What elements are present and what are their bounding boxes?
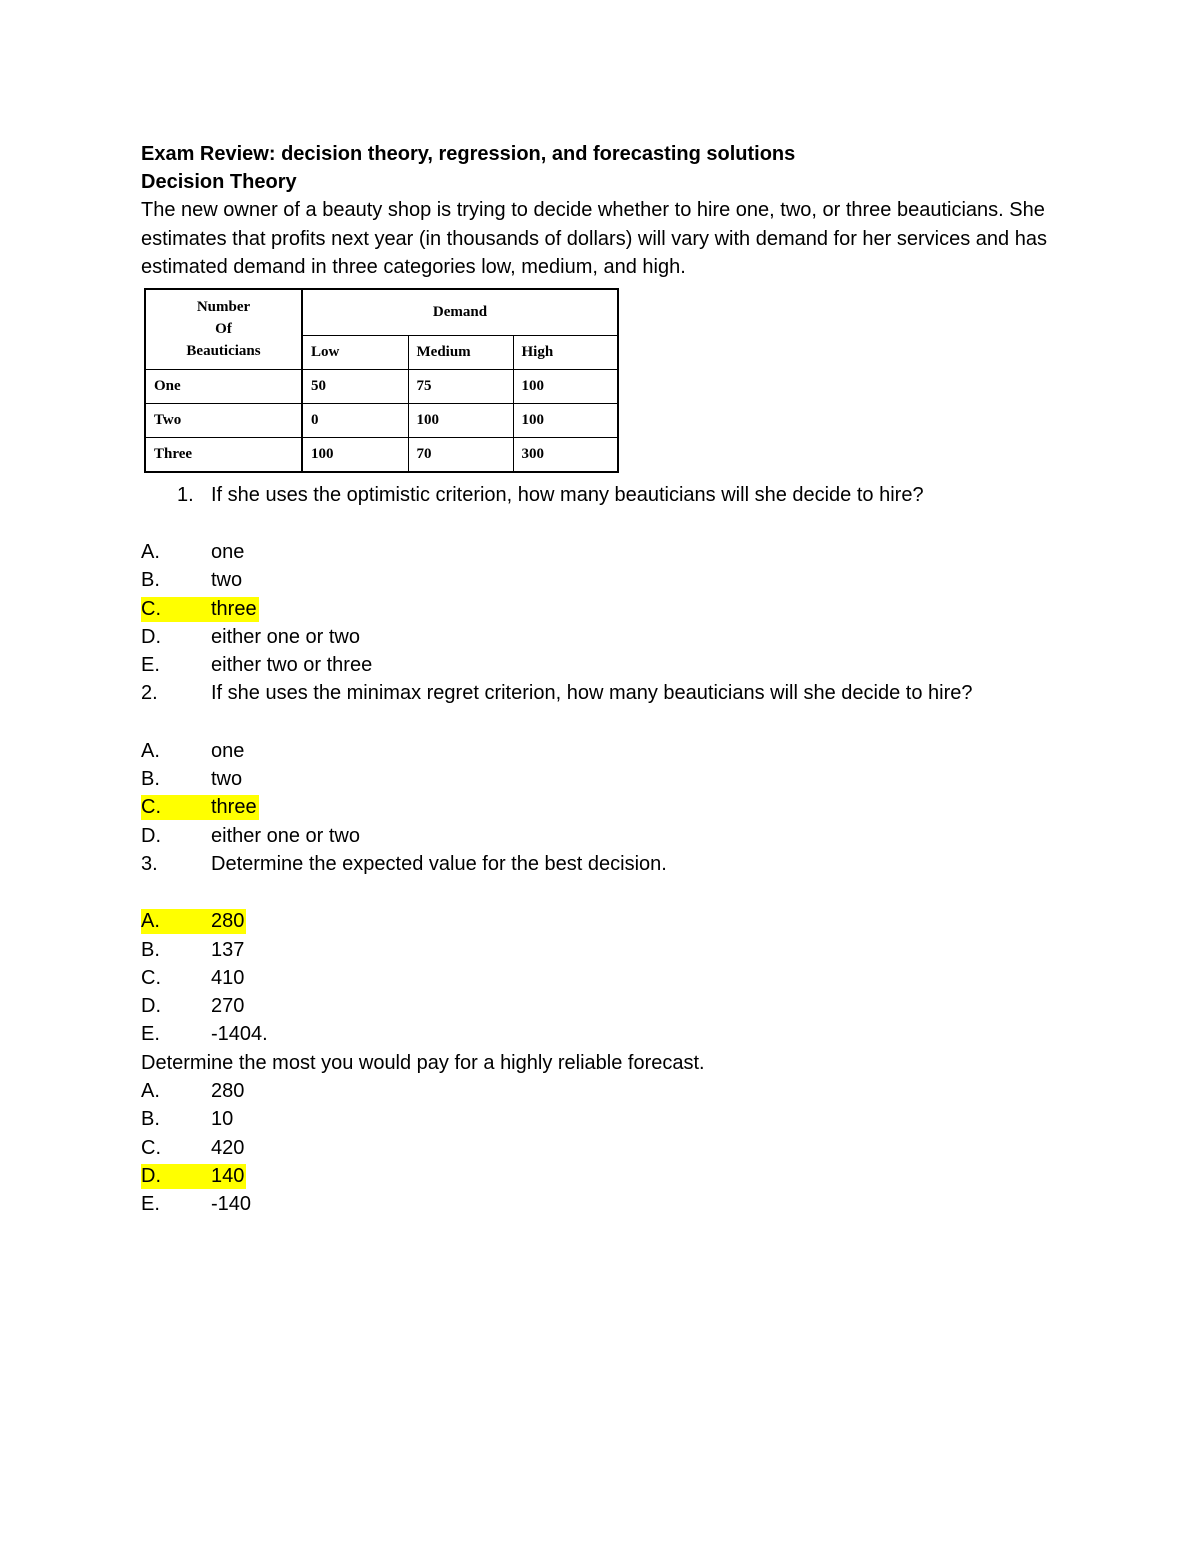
question-1-options bbox=[141, 538, 1081, 679]
answer-option bbox=[141, 737, 1081, 765]
demand-header: Demand bbox=[302, 289, 618, 336]
problem-intro: The new owner of a beauty shop is trying to decide whether to hire one, two, or three beauticians. She estimates that profits next year (in thousands of dollars) will vary with demand for her services and has estimated demand in three categories low, medium, and high. bbox=[141, 199, 1047, 278]
option-label: C. bbox=[141, 1136, 161, 1159]
table-cell: 300 bbox=[513, 438, 618, 472]
question-text: If she uses the optimistic criterion, how many beauticians will she decide to hire? bbox=[211, 483, 924, 506]
option-text: 420 bbox=[211, 1136, 245, 1159]
option-text: 140 bbox=[211, 1164, 245, 1187]
option-text: -140 bbox=[211, 1193, 252, 1216]
column-header-high: High bbox=[513, 335, 618, 369]
option-label: B. bbox=[141, 569, 160, 592]
column-header-low: Low bbox=[302, 335, 408, 369]
table-cell: 70 bbox=[408, 438, 513, 472]
answer-option bbox=[141, 1077, 1081, 1105]
option-text: 270 bbox=[211, 995, 245, 1018]
option-text: two bbox=[211, 768, 243, 791]
option-label: A. bbox=[141, 541, 160, 563]
option-text: 280 bbox=[211, 1080, 245, 1103]
option-label: B. bbox=[141, 938, 160, 961]
option-label: D. bbox=[141, 995, 161, 1018]
option-label: A. bbox=[141, 1080, 160, 1103]
question-number: 1. bbox=[177, 483, 194, 506]
question-text: Determine the expected value for the best decision. bbox=[211, 852, 667, 875]
answer-option bbox=[141, 566, 1081, 594]
answer-option bbox=[141, 1105, 1081, 1133]
answer-option bbox=[141, 1020, 1081, 1048]
corner-header bbox=[145, 289, 302, 370]
option-label: D. bbox=[141, 1164, 161, 1187]
option-text: one bbox=[211, 541, 245, 563]
table-cell: 100 bbox=[302, 438, 408, 472]
corner-line: Number bbox=[196, 299, 251, 316]
table-cell: 50 bbox=[302, 370, 408, 404]
answer-option bbox=[141, 964, 1081, 992]
question-3-options bbox=[141, 907, 1081, 1048]
document-page bbox=[141, 140, 1081, 1219]
option-label: E. bbox=[141, 654, 160, 677]
table-cell: 100 bbox=[513, 370, 618, 404]
answer-option bbox=[141, 992, 1081, 1020]
option-text: either two or three bbox=[211, 654, 373, 677]
table-row bbox=[145, 404, 618, 438]
option-text: three bbox=[211, 796, 257, 819]
option-label: B. bbox=[141, 1108, 160, 1131]
option-text: either one or two bbox=[211, 824, 360, 847]
question-3 bbox=[141, 850, 1081, 878]
row-label: One bbox=[145, 370, 302, 404]
option-label: D. bbox=[141, 824, 161, 847]
answer-option bbox=[141, 822, 1081, 850]
option-text: either one or two bbox=[211, 625, 360, 648]
answer-option bbox=[141, 907, 1081, 935]
answer-option bbox=[141, 595, 1081, 623]
option-text: 280 bbox=[211, 910, 245, 933]
option-label: B. bbox=[141, 768, 160, 791]
option-text: 410 bbox=[211, 966, 245, 989]
question-4: Determine the most you would pay for a highly reliable forecast. bbox=[141, 1051, 705, 1074]
question-2-options bbox=[141, 737, 1081, 850]
question-number: 2. bbox=[141, 682, 158, 705]
table-header-row bbox=[145, 289, 618, 336]
question-4-options bbox=[141, 1077, 1081, 1218]
section-heading: Decision Theory bbox=[141, 171, 297, 193]
corner-line: Beauticians bbox=[186, 343, 261, 360]
corner-line: Of bbox=[215, 321, 232, 338]
question-2 bbox=[141, 679, 1081, 707]
table-row bbox=[145, 370, 618, 404]
payoff-table bbox=[144, 288, 619, 473]
answer-option bbox=[141, 793, 1081, 821]
question-number: 3. bbox=[141, 852, 158, 875]
answer-option bbox=[141, 1162, 1081, 1190]
option-label: E. bbox=[141, 1193, 160, 1216]
answer-option bbox=[141, 538, 1081, 566]
option-text: two bbox=[211, 569, 243, 592]
table-row bbox=[145, 438, 618, 472]
table-cell: 0 bbox=[302, 404, 408, 438]
option-text: 10 bbox=[211, 1108, 234, 1131]
row-label: Three bbox=[145, 438, 302, 472]
table-cell: 100 bbox=[408, 404, 513, 438]
column-header-medium: Medium bbox=[408, 335, 513, 369]
answer-option bbox=[141, 765, 1081, 793]
question-text: If she uses the minimax regret criterion, how many beauticians will she decide to hire? bbox=[211, 682, 973, 705]
option-label: C. bbox=[141, 597, 161, 620]
document-title: Exam Review: decision theory, regression, and forecasting solutions bbox=[141, 143, 796, 165]
row-label: Two bbox=[145, 404, 302, 438]
option-text: one bbox=[211, 739, 245, 762]
answer-option bbox=[141, 623, 1081, 651]
option-label: C. bbox=[141, 966, 161, 989]
answer-option bbox=[141, 1134, 1081, 1162]
table-cell: 75 bbox=[408, 370, 513, 404]
option-label: A. bbox=[141, 739, 160, 762]
answer-option bbox=[141, 936, 1081, 964]
option-text: -1404. bbox=[211, 1023, 268, 1046]
question-1 bbox=[141, 481, 1081, 510]
option-label: E. bbox=[141, 1023, 160, 1046]
option-text: 137 bbox=[211, 938, 245, 961]
option-label: A. bbox=[141, 910, 160, 933]
option-label: D. bbox=[141, 625, 161, 648]
option-label: C. bbox=[141, 796, 161, 819]
table-cell: 100 bbox=[513, 404, 618, 438]
option-text: three bbox=[211, 597, 257, 620]
answer-option bbox=[141, 1190, 1081, 1218]
answer-option bbox=[141, 651, 1081, 679]
